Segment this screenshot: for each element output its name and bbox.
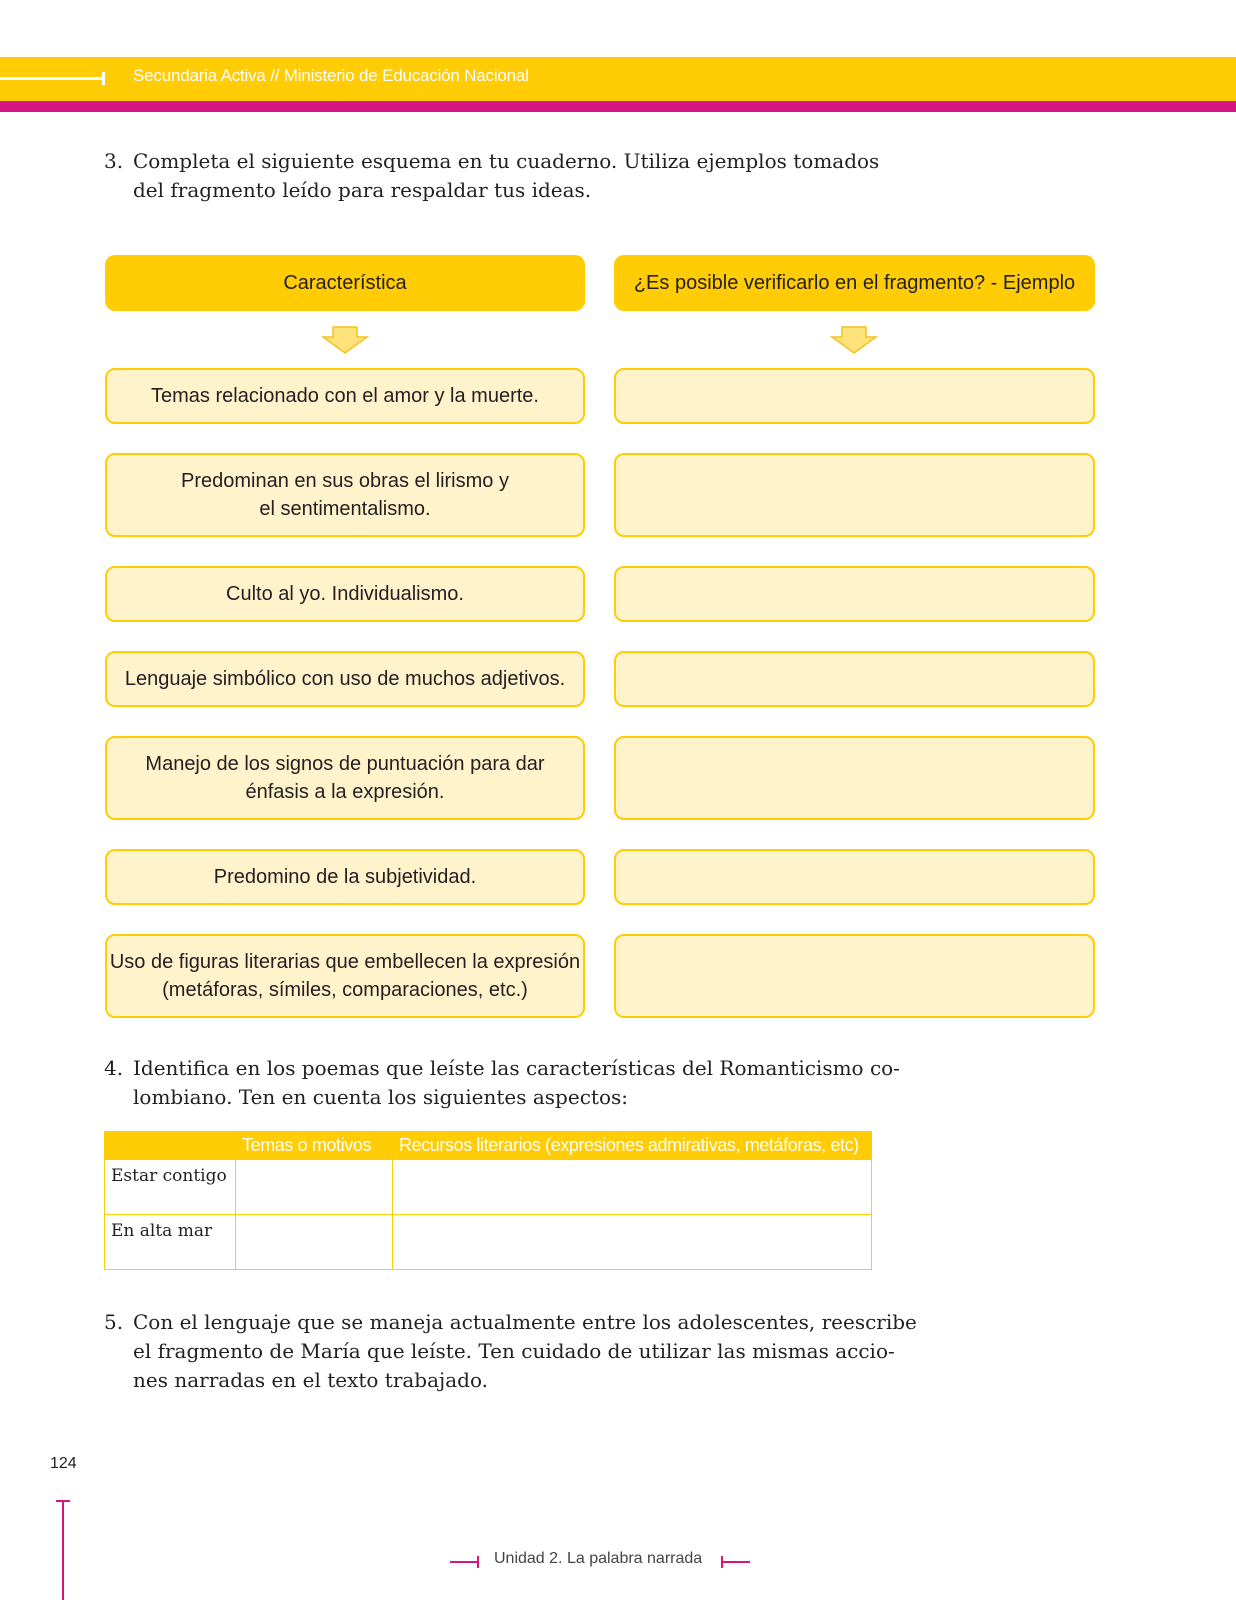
poems-analysis-table bbox=[104, 1131, 872, 1270]
footer-unit-number: Unidad 2. bbox=[494, 1550, 563, 1567]
scheme-header-label: Característica bbox=[283, 272, 407, 294]
page-number: 124 bbox=[50, 1455, 77, 1472]
header-title: Secundaria Activa // Ministerio de Educación Nacional bbox=[133, 66, 529, 85]
question-number: 3. bbox=[104, 149, 124, 173]
answer-box bbox=[614, 453, 1095, 537]
header-rule bbox=[0, 77, 104, 80]
question-number: 4. bbox=[104, 1056, 124, 1080]
answer-box bbox=[614, 849, 1095, 905]
question-line: Con el lenguaje que se maneja actualmente entre los adolescentes, reescribe bbox=[133, 1310, 917, 1334]
header-accent-stripe bbox=[0, 101, 1236, 112]
characteristic-box bbox=[105, 566, 585, 622]
table-header-cell bbox=[105, 1132, 236, 1160]
table-header-cell: Temas o motivos bbox=[236, 1132, 393, 1160]
down-arrow-icon bbox=[830, 326, 878, 354]
characteristic-box bbox=[105, 849, 585, 905]
footer-unit bbox=[494, 1550, 702, 1568]
answer-box bbox=[614, 566, 1095, 622]
characteristic-box bbox=[105, 934, 585, 1018]
table-row bbox=[105, 1215, 872, 1270]
question-line: el fragmento de María que leíste. Ten cuidado de utilizar las mismas accio- bbox=[133, 1339, 895, 1363]
scheme-header-label: ¿Es posible verificarlo en el fragmento? - Ejemplo bbox=[633, 272, 1076, 294]
table-cell bbox=[236, 1160, 393, 1215]
characteristic-text: Manejo de los signos de puntuación para dar énfasis a la expresión. bbox=[145, 753, 545, 803]
table-header-cell: Recursos literarios (expresiones admirativas, metáforas, etc) bbox=[393, 1132, 872, 1160]
answer-box bbox=[614, 368, 1095, 424]
table-row-label: Estar contigo bbox=[105, 1160, 236, 1215]
characteristic-text: Temas relacionado con el amor y la muerte. bbox=[151, 385, 539, 407]
question-line: lombiano. Ten en cuenta los siguientes aspectos: bbox=[133, 1085, 628, 1109]
table-cell bbox=[393, 1160, 872, 1215]
header-rule-tick bbox=[102, 72, 105, 85]
characteristic-box bbox=[105, 651, 585, 707]
characteristic-text: Predominan en sus obras el lirismo y el sentimentalismo. bbox=[181, 470, 509, 520]
question-line: Completa el siguiente esquema en tu cuaderno. Utiliza ejemplos tomados bbox=[133, 149, 880, 173]
scheme-header-example bbox=[614, 255, 1095, 311]
answer-box bbox=[614, 651, 1095, 707]
characteristic-text: Predomino de la subjetividad. bbox=[213, 866, 477, 888]
footer-rule bbox=[721, 1561, 750, 1563]
scheme-header-characteristic bbox=[105, 255, 585, 311]
question-number: 5. bbox=[104, 1310, 124, 1334]
margin-rule bbox=[62, 1500, 64, 1600]
table-row-label: En alta mar bbox=[105, 1215, 236, 1270]
characteristic-text: Culto al yo. Individualismo. bbox=[226, 583, 464, 605]
question-line: nes narradas en el texto trabajado. bbox=[133, 1368, 489, 1392]
question-line: del fragmento leído para respaldar tus ideas. bbox=[133, 178, 592, 202]
answer-box bbox=[614, 934, 1095, 1018]
answer-box bbox=[614, 736, 1095, 820]
table-row bbox=[105, 1160, 872, 1215]
question-line: Identifica en los poemas que leíste las características del Romanticismo co- bbox=[133, 1056, 900, 1080]
characteristic-box bbox=[105, 453, 585, 537]
characteristic-box bbox=[105, 736, 585, 820]
footer-unit-title: La palabra narrada bbox=[566, 1550, 703, 1567]
table-header-row bbox=[105, 1132, 872, 1160]
characteristic-text: Uso de figuras literarias que embellecen la expresión (metáforas, símiles, comparaciones, etc.) bbox=[109, 951, 581, 1001]
table-cell bbox=[393, 1215, 872, 1270]
down-arrow-icon bbox=[321, 326, 369, 354]
table-cell bbox=[236, 1215, 393, 1270]
characteristic-box bbox=[105, 368, 585, 424]
footer-rule bbox=[450, 1561, 479, 1563]
characteristic-text: Lenguaje simbólico con uso de muchos adjetivos. bbox=[124, 668, 566, 690]
